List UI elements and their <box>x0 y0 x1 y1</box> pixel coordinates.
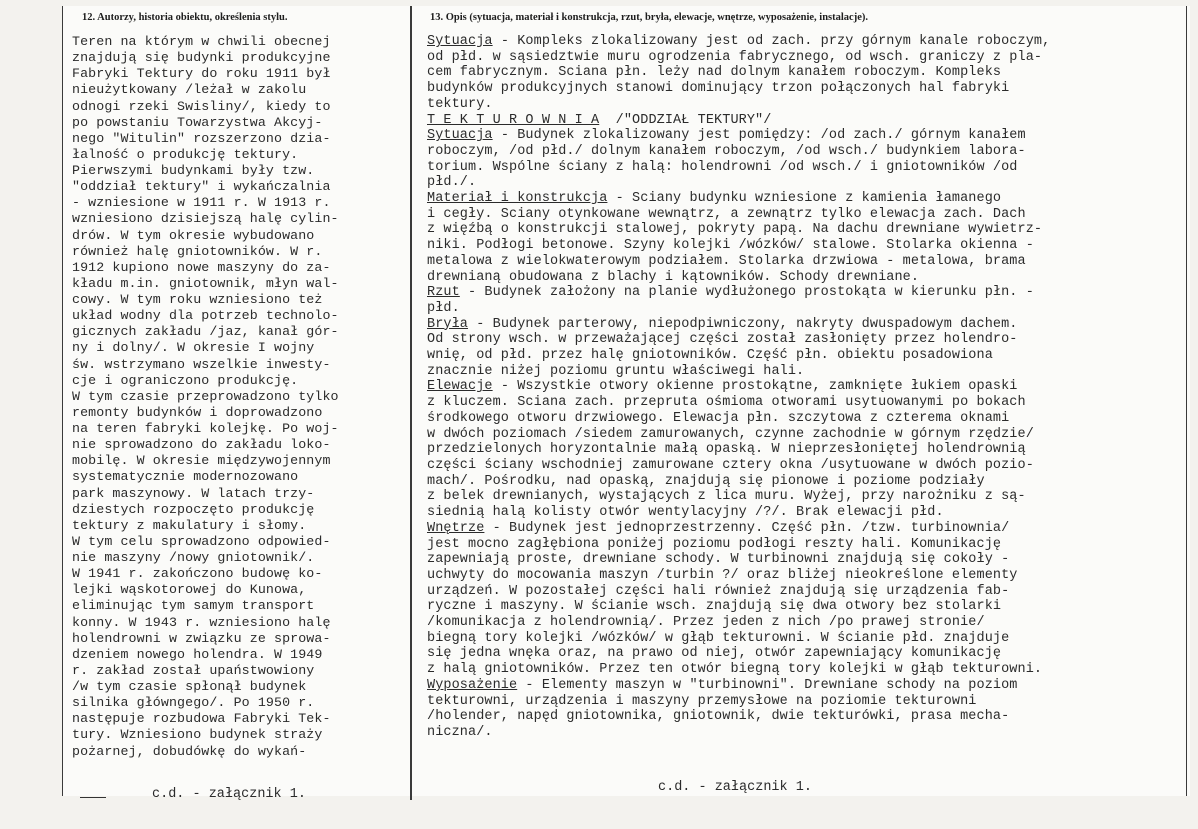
history-line: /w tym czasie spłonął budynek <box>72 679 307 694</box>
description-line <box>427 332 1050 348</box>
description-segment: i cegły. Sciany otynkowane wewnątrz, a zewnątrz tylko elewacja zach. Dach <box>427 206 1026 222</box>
history-line: tektury z makulatury i słomy. <box>72 517 307 533</box>
history-line: W tym celu sprowadzono odpowied- <box>72 533 331 549</box>
section-label: T E K T U R O W N I A <box>427 112 600 128</box>
description-segment: cem fabrycznym. Sciana płn. leży nad dolnym kanałem roboczym. Kompleks <box>427 65 1002 81</box>
history-line: następuje rozbudowa Fabryki Tek- <box>72 711 331 727</box>
description-segment: mach/. Pośrodku, nad opaską, znajdują się pionowe i poziome podziały <box>427 473 985 489</box>
description-line <box>427 568 1050 584</box>
description-segment: roboczym, /od płd./ dolnym kanałem roboczym, /od wsch./ budynkiem labora- <box>427 143 1026 159</box>
description-segment: Od strony wsch. w przeważającej części został zasłonięty przez holendro- <box>427 332 1018 348</box>
description-segment: znacznie niżej poziomu gruntu właściwegi hali. <box>427 363 805 379</box>
description-segment: - Kompleks zlokalizowany jest od zach. przy górnym kanale roboczym, <box>492 34 1051 49</box>
description-line <box>427 128 1050 144</box>
description-line <box>427 222 1050 238</box>
description-line <box>427 427 1050 443</box>
history-line: gicznych zakładu /jaz, kanał gór- <box>72 324 339 340</box>
description-line <box>427 599 1050 615</box>
description-segment: - Budynek parterowy, niepodpiwniczony, nakryty dwuspadowym dachem. <box>468 316 1018 332</box>
description-segment: torium. Wspólne ściany z halą: holendrowni /od wsch./ i gniotowników /od <box>427 159 1018 175</box>
description-segment: biegną tory kolejki /wózków/ w głąb tekturowni. W ścianie płd. znajduje <box>427 630 1010 646</box>
description-line <box>427 301 1050 317</box>
description-line <box>427 65 1050 81</box>
description-segment: od płd. w sąsiedztwie muru ogrodzenia fabrycznego, od wsch. graniczy z pla- <box>427 49 1043 65</box>
description-line <box>427 662 1050 678</box>
section-label: Materiał i konstrukcja <box>427 191 608 207</box>
column-divider <box>410 6 412 800</box>
description-segment: /komunikacja z holendrownią/. Przez jeden z nich /po prawej stronie/ <box>427 615 985 631</box>
history-line: Fabryki Tektury do roku 1911 był <box>72 66 331 82</box>
description-line <box>427 474 1050 490</box>
description-line <box>427 505 1050 521</box>
description-segment: jest mocno zagłębiona poniżej poziomu podłogi reszty hali. Komunikację <box>427 536 1002 552</box>
history-line: drów. W tym okresie wybudowano <box>72 227 315 243</box>
description-segment: /"ODDZIAŁ TEKTURY"/ <box>599 112 772 128</box>
history-line: ny i dolny/. W okresie I wojny <box>72 340 315 356</box>
history-line: Pierwszymi budynkami były tzw. <box>72 163 315 178</box>
description-segment: przedzielonych horyzontalnie małą opaską. W nieprzesłoniętej holendrownią <box>427 442 1026 458</box>
description-segment: w dwóch poziomach /siedem zamurowanych, czynne zachodnie w górnym rzędzie/ <box>427 426 1034 442</box>
left-section-heading: 12. Autorzy, historia obiektu, określenia stylu. <box>82 12 288 23</box>
history-line: układ wodny dla potrzeb technolo- <box>72 308 339 324</box>
history-line: nieużytkowany /leżał w zakolu <box>72 82 307 98</box>
history-line: tury. Wzniesiono budynek straży <box>72 727 323 743</box>
description-segment: - Wszystkie otwory okienne prostokątne, zamknięte łukiem opaski <box>492 379 1018 395</box>
history-line: również halę gniotowników. W r. <box>72 243 323 259</box>
description-segment: z halą gniotowników. Przez ten otwór biegną tory kolejki w głąb tekturowni. <box>427 662 1043 678</box>
history-line: nie sprowadzono do zakładu loko- <box>72 437 331 453</box>
history-line: cowy. W tym roku wzniesiono też <box>72 292 323 307</box>
description-line <box>427 317 1050 333</box>
description-segment: tekturowni, urządzenia i maszyny przemysłowe na poziomie tekturowni <box>427 693 977 709</box>
description-segment: z kluczem. Sciana zach. przepruta ośmioma otworami usytuowanymi po bokach <box>427 395 1026 411</box>
history-line: łalność o produkcję tektury. <box>72 146 299 162</box>
description-segment: z belek drewnianych, wystających z lica muru. Wyżej, przy narożniku z są- <box>427 489 1026 505</box>
history-line: znajdują się budynki produkcyjne <box>72 50 331 66</box>
right-footer-note: c.d. - załącznik 1. <box>658 780 812 795</box>
description-segment: drewnianą obudowana z blachy i kątowników. Schody drewniane. <box>427 269 920 285</box>
description-line <box>427 442 1050 458</box>
description-segment: części ściany wschodniej zamurowane cztery okna /usytuowane w dwóch pozio- <box>427 457 1034 473</box>
history-line: odnogi rzeki Swisliny/, kiedy to <box>72 98 331 114</box>
description-segment: urządzeń. W pozostałej części hali również znajdują się urządzenia fab- <box>427 583 1010 599</box>
history-line: r. zakład został upaństwowiony <box>72 662 315 678</box>
description-segment: zapewniają proste, drewniane schody. W turbinowni znajdują się cokoły - <box>427 552 1010 568</box>
description-segment: z więźbą o konstrukcji stalowej, pokryty papą. Na dachu drewniane wywietrz- <box>427 222 1043 238</box>
history-line: - wzniesione w 1911 r. W 1913 r. <box>72 195 331 211</box>
description-segment: - Elementy maszyn w "turbinowni". Drewniane schody na poziom <box>517 677 1018 693</box>
history-line: eliminując tym samym transport <box>72 598 315 614</box>
history-line: dzeniem nowego holendra. W 1949 <box>72 646 323 662</box>
left-footer-note: c.d. - załącznik 1. <box>152 787 306 802</box>
history-line: pożarnej, dobudówkę do wykań- <box>72 743 307 759</box>
description-segment: budynków produkcyjnych stanowi dominujący trzon połączonych hal fabryki <box>427 81 1010 97</box>
history-line: systematycznie modernozowano <box>72 469 299 485</box>
description-line <box>427 584 1050 600</box>
description-segment: wnię, od płd. przez halę gniotowników. Część płn. obiektu posadowiona <box>427 348 993 364</box>
history-line: nego "Witulin" rozszerzono dzia- <box>72 130 331 146</box>
description-segment: - Budynek jest jednoprzestrzenny. Część płn. /tzw. turbinownia/ <box>484 520 1010 536</box>
description-segment: - Budynek założony na planie wydłużonego prostokąta w kierunku płn. - <box>459 285 1034 301</box>
history-line: remonty budynków i doprowadzono <box>72 404 323 420</box>
history-line: po powstaniu Towarzystwa Akcyj- <box>72 114 323 130</box>
history-line: nie maszyny /nowy gniotownik/. <box>72 550 315 565</box>
description-line <box>427 489 1050 505</box>
history-line: "oddział tektury" i wykańczalnia <box>72 179 331 195</box>
section-label: Sytuacja <box>427 128 493 144</box>
description-line <box>427 537 1050 553</box>
description-line <box>427 81 1050 97</box>
history-line: lejki wąskotorowej do Kunowa, <box>72 582 307 598</box>
description-line <box>427 238 1050 254</box>
description-segment: niczna/. <box>427 724 493 740</box>
description-segment: się jedna wnęka oraz, na prawo od niej, otwór zapewniający komunikację <box>427 646 1002 662</box>
description-line <box>427 646 1050 662</box>
description-segment: ryczne i maszyny. W ścianie wsch. znajdują się dwa otwory bez stolarki <box>427 599 1002 615</box>
history-line: Teren na którym w chwili obecnej <box>72 34 331 49</box>
description-segment: - Sciany budynku wzniesione z kamienia łamanego <box>607 191 1002 207</box>
description-segment: siednią halą kolisty otwór wentylacyjny /?/. Brak elewacji płd. <box>427 505 944 521</box>
description-line <box>427 615 1050 631</box>
history-line: W 1941 r. zakończono budowę ko- <box>72 566 323 582</box>
description-segment: niki. Podłogi betonowe. Szyny kolejki /wózków/ stalowe. Stolarka okienna - <box>427 238 1034 254</box>
description-segment: tektury. <box>427 96 493 112</box>
description-line <box>427 631 1050 647</box>
history-line: wzniesiono dzisiejszą halę cylin- <box>72 211 339 227</box>
description-line <box>427 364 1050 380</box>
description-line <box>427 348 1050 364</box>
section-label: Rzut <box>427 285 460 301</box>
footer-dash <box>80 797 106 798</box>
description-line <box>427 379 1050 395</box>
description-segment: płd. <box>427 300 460 316</box>
description-line <box>427 725 1050 741</box>
description-segment: - Budynek zlokalizowany jest pomiędzy: /od zach./ górnym kanałem <box>492 128 1026 144</box>
description-line <box>427 395 1050 411</box>
description-line <box>427 270 1050 286</box>
left-border <box>62 6 63 796</box>
description-line <box>427 254 1050 270</box>
section-label: Wnętrze <box>427 520 485 536</box>
history-line: konny. W 1943 r. wzniesiono halę <box>72 614 331 630</box>
description-line <box>427 191 1050 207</box>
description-segment: uchwyty do mocowania maszyn /turbin ?/ oraz bliżej nieokreślone elementy <box>427 567 1018 583</box>
history-line: św. wstrzymano wszelkie inwesty- <box>72 356 331 372</box>
description-line <box>427 458 1050 474</box>
description-line <box>427 552 1050 568</box>
description-line <box>427 50 1050 66</box>
description-segment: /holender, napęd gniotownika, gniotownik, dwie tekturówki, prasa mecha- <box>427 709 1010 725</box>
history-line: silnika główngego/. Po 1950 r. <box>72 695 315 711</box>
history-line: dziestych rozpoczęto produkcję <box>72 501 315 517</box>
description-line <box>427 113 1050 129</box>
description-text <box>427 34 1050 741</box>
history-text <box>72 34 339 760</box>
section-label: Sytuacja <box>427 34 493 49</box>
history-line: 1912 kupiono nowe maszyny do za- <box>72 259 331 275</box>
description-line <box>427 160 1050 176</box>
description-line <box>427 694 1050 710</box>
history-line: park maszynowy. W latach trzy- <box>72 485 315 501</box>
description-line <box>427 285 1050 301</box>
history-line: W tym czasie przeprowadzono tylko <box>72 388 339 404</box>
history-line: mobilę. W okresie międzywojennym <box>72 453 331 469</box>
description-line <box>427 678 1050 694</box>
history-line: cje i ograniczono produkcję. <box>72 372 299 388</box>
description-line <box>427 97 1050 113</box>
history-line: kładu m.in. gniotownik, młyn wal- <box>72 275 339 291</box>
section-label: Elewacje <box>427 379 493 395</box>
right-section-heading: 13. Opis (sytuacja, materiał i konstrukcja, rzut, bryła, elewacje, wnętrze, wyposażenie, instalacje). <box>430 12 869 23</box>
history-line: holendrowni w związku ze sprowa- <box>72 630 331 646</box>
description-line <box>427 709 1050 725</box>
description-line <box>427 34 1050 50</box>
description-line <box>427 207 1050 223</box>
description-line <box>427 175 1050 191</box>
right-border <box>1186 6 1187 796</box>
history-line: na teren fabryki kolejkę. Po woj- <box>72 421 339 436</box>
section-label: Bryła <box>427 316 469 332</box>
description-line <box>427 144 1050 160</box>
description-segment: metalowa z wielokwaterowym podziałem. Stolarka drzwiowa - metalowa, brama <box>427 253 1026 269</box>
description-segment: środkowego otworu drzwiowego. Elewacja płn. szczytowa z czterema oknami <box>427 410 1010 426</box>
description-segment: płd./. <box>427 175 477 191</box>
description-line <box>427 521 1050 537</box>
description-line <box>427 411 1050 427</box>
section-label: Wyposażenie <box>427 677 518 693</box>
